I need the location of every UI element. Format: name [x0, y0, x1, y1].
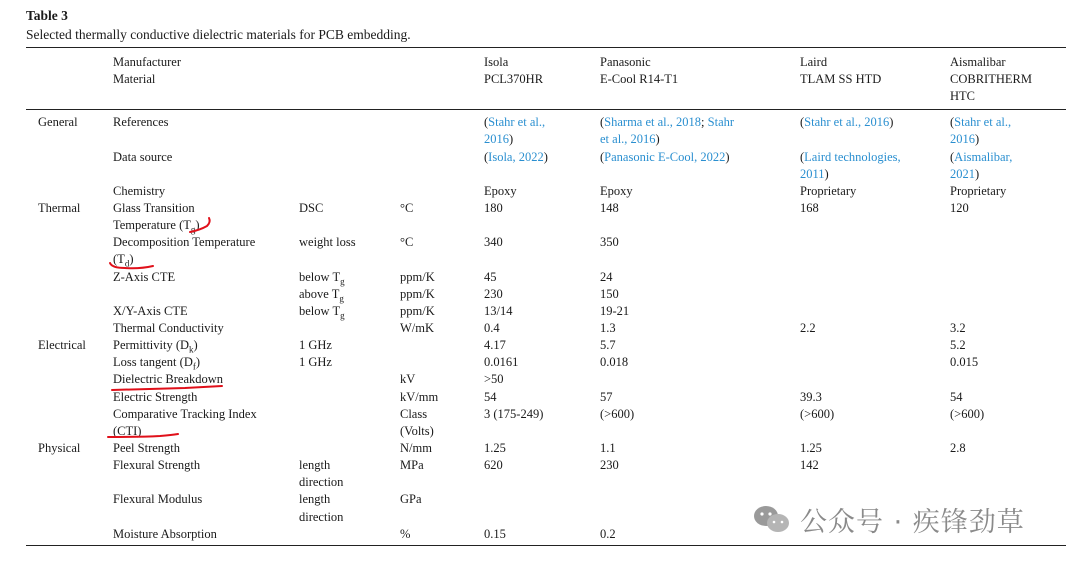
- header-manufacturer: Manufacturer: [113, 55, 182, 69]
- row-peel-aismalibar: 2.8: [950, 441, 966, 455]
- row-fs-method: length: [299, 458, 331, 472]
- row-chemistry-isola: Epoxy: [484, 184, 517, 198]
- row-fs-laird: 142: [800, 458, 819, 472]
- row-cti-aismalibar: (>600): [950, 407, 985, 421]
- source-link[interactable]: 2021: [950, 167, 975, 181]
- row-es-panasonic: 57: [600, 390, 613, 404]
- data-source-laird: (Laird technologies,: [800, 150, 901, 164]
- row-xycte-property: X/Y-Axis CTE: [113, 304, 188, 318]
- header-isola: Isola: [484, 55, 509, 69]
- source-link[interactable]: Aismalibar,: [954, 150, 1013, 164]
- row-tg-property: Glass Transition: [113, 201, 195, 215]
- references-aismalibar-2: 2016): [950, 132, 980, 146]
- row-fs-isola: 620: [484, 458, 503, 472]
- row-fs-panasonic: 230: [600, 458, 619, 472]
- underline-dielectric-breakdown: [112, 386, 222, 390]
- section-thermal: Thermal: [38, 201, 81, 215]
- row-tg-laird: 168: [800, 201, 819, 215]
- row-peel-laird: 1.25: [800, 441, 822, 455]
- row-fm-method-2: direction: [299, 510, 344, 524]
- row-xycte-panasonic: 19-21: [600, 304, 630, 318]
- row-fs-method-2: direction: [299, 475, 344, 489]
- references-panasonic: (Sharma et al., 2018; Stahr: [600, 115, 735, 129]
- ref-link[interactable]: 2016: [484, 132, 509, 146]
- header-aismalibar: Aismalibar: [950, 55, 1006, 69]
- row-xycte-unit: ppm/K: [400, 304, 435, 318]
- row-tc-panasonic: 1.3: [600, 321, 616, 335]
- row-tg-method: DSC: [299, 201, 324, 215]
- row-tg-isola: 180: [484, 201, 503, 215]
- row-fs-property: Flexural Strength: [113, 458, 201, 472]
- row-es-isola: 54: [484, 390, 497, 404]
- row-td-method: weight loss: [299, 235, 356, 249]
- data-source-aismalibar-2: 2021): [950, 167, 980, 181]
- source-link[interactable]: Laird technologies,: [804, 150, 901, 164]
- row-peel-unit: N/mm: [400, 441, 432, 455]
- table-label: Table 3: [26, 8, 68, 23]
- row-peel-property: Peel Strength: [113, 441, 181, 455]
- ref-link[interactable]: 2016: [950, 132, 975, 146]
- row-dk-panasonic: 5.7: [600, 338, 616, 352]
- row-df-property: Loss tangent $(D_f)$: [113, 355, 201, 372]
- row-cti-panasonic: (>600): [600, 407, 635, 421]
- header-laird-material: TLAM SS HTD: [800, 72, 882, 86]
- row-tg-aismalibar: 120: [950, 201, 969, 215]
- ref-link[interactable]: et al., 2016: [600, 132, 656, 146]
- row-tg-unit: °C: [400, 201, 414, 215]
- row-chemistry-aismalibar: Proprietary: [950, 184, 1007, 198]
- ref-link[interactable]: Sharma et al., 2018: [604, 115, 702, 129]
- references-isola-2: 2016): [484, 132, 514, 146]
- row-db-isola: >50: [484, 372, 504, 386]
- row-chemistry-laird: Proprietary: [800, 184, 857, 198]
- row-dk-property: Permittivity $(D_k)$: [113, 338, 198, 355]
- row-peel-isola: 1.25: [484, 441, 506, 455]
- row-zcte2-method: above $T_g$: [299, 287, 344, 304]
- section-electrical: Electrical: [38, 338, 86, 352]
- ref-link[interactable]: Stahr et al.,: [954, 115, 1012, 129]
- data-source-panasonic: (Panasonic E-Cool, 2022): [600, 150, 730, 164]
- row-cti-property: Comparative Tracking Index: [113, 407, 257, 421]
- row-zcte-property: Z-Axis CTE: [113, 270, 176, 284]
- row-df-isola: 0.0161: [484, 355, 519, 369]
- references-laird: (Stahr et al., 2016): [800, 115, 894, 129]
- references-isola: (Stahr et al.,: [484, 115, 546, 129]
- row-zcte-method: below $T_g$: [299, 270, 345, 287]
- row-zcte2-unit: ppm/K: [400, 287, 435, 301]
- row-tg-property-2: Temperature $(T_g)$: [113, 218, 200, 235]
- row-td-property-2: $(T_d)$: [113, 252, 134, 269]
- row-ma-unit: %: [400, 527, 411, 541]
- wechat-icon: [752, 503, 792, 535]
- row-tc-laird: 2.2: [800, 321, 816, 335]
- row-es-unit: kV/mm: [400, 390, 439, 404]
- row-cti-laird: (>600): [800, 407, 835, 421]
- row-ma-isola: 0.15: [484, 527, 506, 541]
- row-ma-property: Moisture Absorption: [113, 527, 217, 541]
- ref-link[interactable]: Stahr: [707, 115, 735, 129]
- data-source-label: Data source: [113, 150, 173, 164]
- row-peel-panasonic: 1.1: [600, 441, 616, 455]
- row-td-panasonic: 350: [600, 235, 619, 249]
- source-link[interactable]: Isola, 2022: [488, 150, 544, 164]
- row-zcte-unit: ppm/K: [400, 270, 435, 284]
- row-fm-unit: GPa: [400, 492, 422, 506]
- row-tg-panasonic: 148: [600, 201, 619, 215]
- watermark-text: 公众号 · 疾锋劲草: [800, 507, 1025, 538]
- section-physical: Physical: [38, 441, 81, 455]
- ref-link[interactable]: Stahr et al.,: [488, 115, 546, 129]
- header-aismalibar-material-2: HTC: [950, 89, 975, 103]
- row-es-property: Electric Strength: [113, 390, 198, 404]
- header-panasonic-material: E-Cool R14-T1: [600, 72, 679, 86]
- row-cti-unit-2: (Volts): [400, 424, 434, 438]
- row-xycte-method: below $T_g$: [299, 304, 345, 321]
- underline-td: [110, 263, 153, 268]
- row-zcte-panasonic: 24: [600, 270, 613, 284]
- row-tc-isola: 0.4: [484, 321, 500, 335]
- underline-cti: [108, 434, 178, 437]
- row-td-unit: °C: [400, 235, 414, 249]
- row-chemistry-property: Chemistry: [113, 184, 166, 198]
- section-general: General: [38, 115, 78, 129]
- references-panasonic-2: et al., 2016): [600, 132, 660, 146]
- underline-tg: [190, 218, 210, 232]
- row-db-property: Dielectric Breakdown: [113, 372, 224, 386]
- row-tc-aismalibar: 3.2: [950, 321, 966, 335]
- row-ma-panasonic: 0.2: [600, 527, 616, 541]
- row-dk-method: 1 GHz: [299, 338, 332, 352]
- row-chemistry-panasonic: Epoxy: [600, 184, 633, 198]
- row-dk-isola: 4.17: [484, 338, 506, 352]
- source-link[interactable]: Panasonic E-Cool, 2022: [604, 150, 726, 164]
- row-fs-unit: MPa: [400, 458, 424, 472]
- row-fm-method: length: [299, 492, 331, 506]
- row-tc-unit: W/mK: [400, 321, 435, 335]
- row-dk-aismalibar: 5.2: [950, 338, 966, 352]
- row-cti-property-2: (CTI): [113, 424, 142, 438]
- header-aismalibar-material: COBRITHERM: [950, 72, 1032, 86]
- row-fm-property: Flexural Modulus: [113, 492, 203, 506]
- row-db-unit: kV: [400, 372, 416, 386]
- row-td-property: Decomposition Temperature: [113, 235, 256, 249]
- data-source-aismalibar: (Aismalibar,: [950, 150, 1013, 164]
- ref-link[interactable]: Stahr et al., 2016: [804, 115, 890, 129]
- table-caption: Selected thermally conductive dielectric materials for PCB embedding.: [26, 27, 411, 42]
- row-es-aismalibar: 54: [950, 390, 963, 404]
- row-td-isola: 340: [484, 235, 503, 249]
- source-link[interactable]: 2011: [800, 167, 825, 181]
- row-cti-unit: Class: [400, 407, 428, 421]
- header-laird: Laird: [800, 55, 828, 69]
- row-es-laird: 39.3: [800, 390, 822, 404]
- header-isola-material: PCL370HR: [484, 72, 544, 86]
- row-cti-isola: 3 (175-249): [484, 407, 544, 421]
- header-panasonic: Panasonic: [600, 55, 651, 69]
- header-material: Material: [113, 72, 156, 86]
- row-df-panasonic: 0.018: [600, 355, 629, 369]
- data-source-laird-2: 2011): [800, 167, 829, 181]
- row-zcte2-panasonic: 150: [600, 287, 619, 301]
- row-xycte-isola: 13/14: [484, 304, 513, 318]
- row-tc-property: Thermal Conductivity: [113, 321, 224, 335]
- row-zcte2-isola: 230: [484, 287, 503, 301]
- references-aismalibar: (Stahr et al.,: [950, 115, 1012, 129]
- row-zcte-isola: 45: [484, 270, 497, 284]
- row-df-method: 1 GHz: [299, 355, 332, 369]
- data-source-isola: (Isola, 2022): [484, 150, 548, 164]
- references-label: References: [113, 115, 169, 129]
- row-df-aismalibar: 0.015: [950, 355, 979, 369]
